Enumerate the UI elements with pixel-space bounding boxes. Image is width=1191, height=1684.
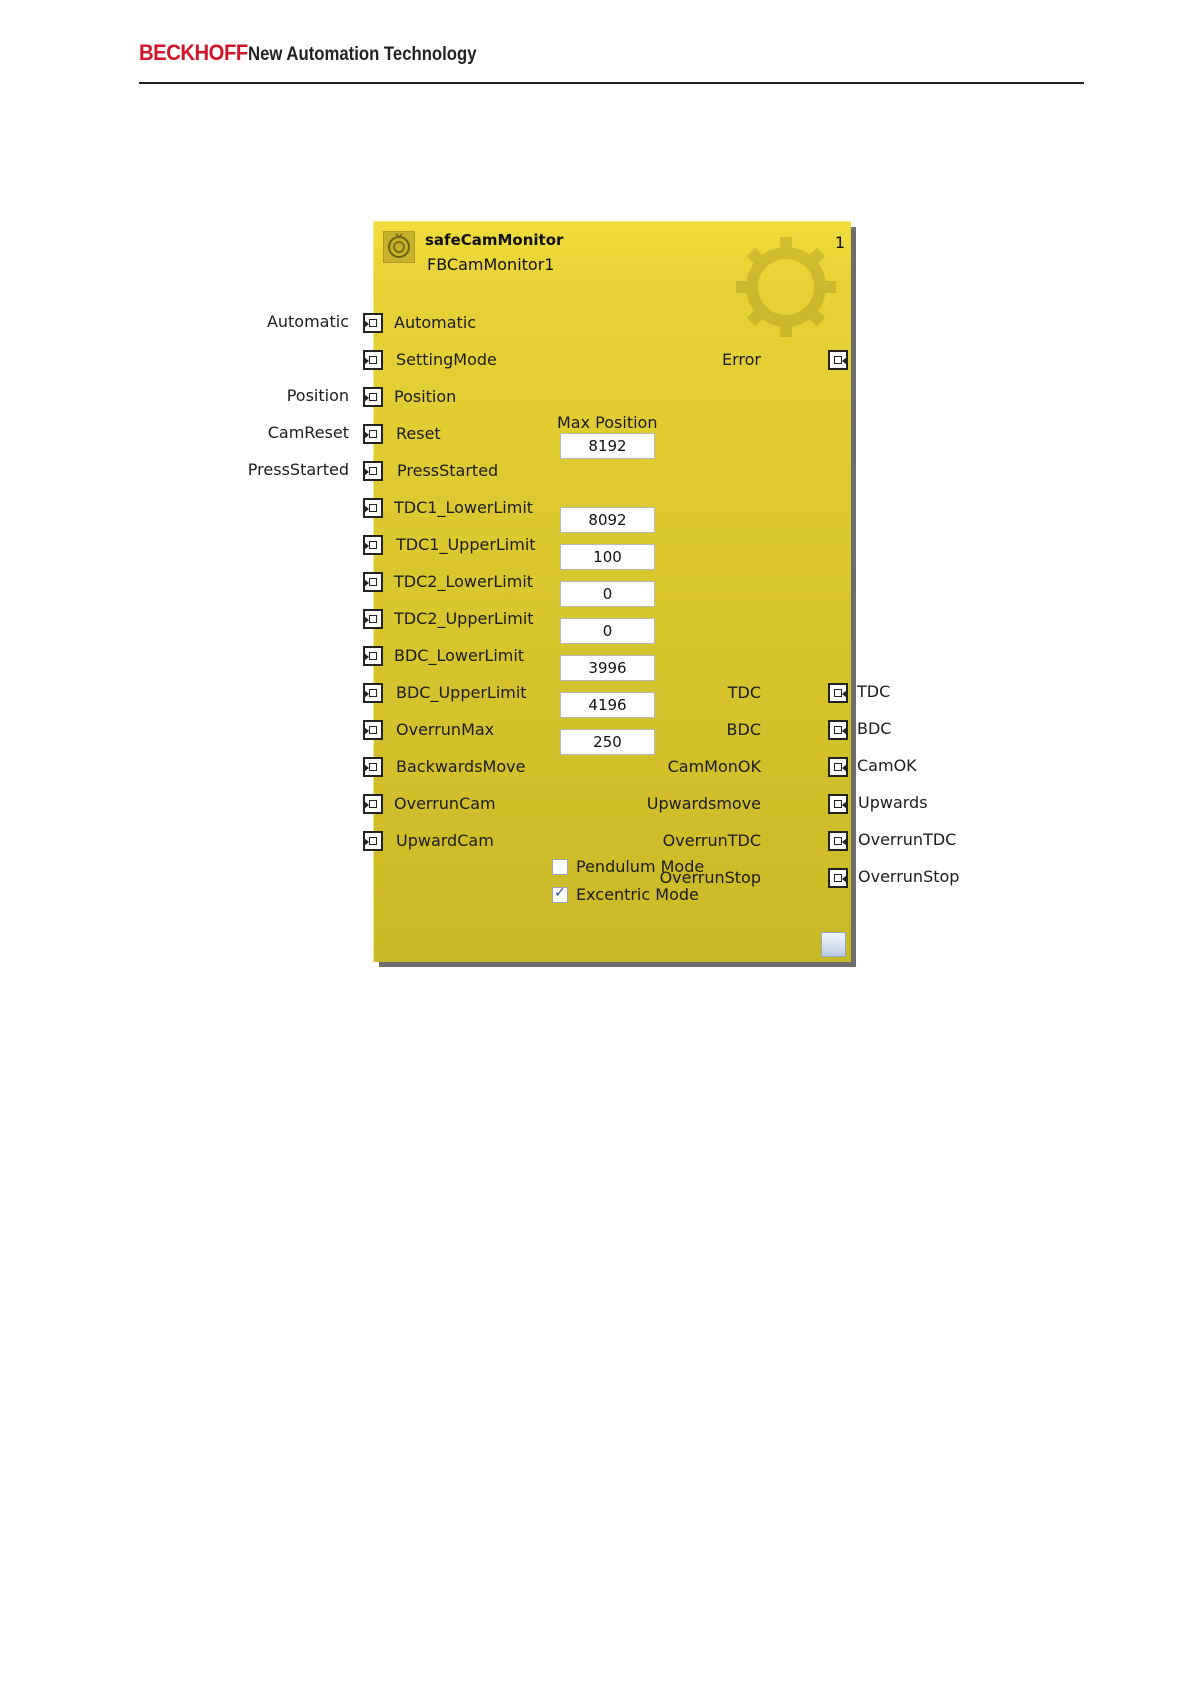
ext-output-bdc[interactable]: BDC [857,719,892,738]
pendulum-mode-checkbox[interactable] [552,859,568,875]
output-label-tdc: TDC [727,683,761,702]
output-port-upwardsmove[interactable] [828,794,848,814]
output-port-overrunstop[interactable] [828,868,848,888]
pendulum-mode-label: Pendulum Mode [576,857,705,876]
input-label-tdc2-upperlimit: TDC2_UpperLimit [394,609,534,628]
input-label-upwardcam: UpwardCam [396,831,494,850]
ext-input-position[interactable]: Position [286,386,349,405]
input-port-upwardcam[interactable] [363,831,383,851]
input-label-bdc-lowerlimit: BDC_LowerLimit [394,646,525,665]
input-port-tdc1-lowerlimit[interactable] [363,498,383,518]
input-label-overruncam: OverrunCam [394,794,496,813]
max-position-field[interactable]: 8192 [560,433,655,459]
input-label-overrunmax: OverrunMax [396,720,495,739]
input-port-tdc2-upperlimit[interactable] [363,609,383,629]
input-port-bdc-upperlimit[interactable] [363,683,383,703]
input-label-pressstarted: PressStarted [397,461,499,480]
ext-output-tdc[interactable]: TDC [857,682,891,701]
input-label-reset: Reset [396,424,441,443]
input-port-overruncam[interactable] [363,794,383,814]
output-label-upwardsmove: Upwardsmove [646,794,761,813]
output-port-overruntdc[interactable] [828,831,848,851]
excentric-mode-label: Excentric Mode [576,885,699,904]
input-label-settingmode: SettingMode [396,350,497,369]
input-port-tdc2-lowerlimit[interactable] [363,572,383,592]
input-port-tdc1-upperlimit[interactable] [363,535,383,555]
input-port-backwardsmove[interactable] [363,757,383,777]
page-header [139,38,1084,84]
block-type: safeCamMonitor [425,231,564,249]
function-block[interactable] [373,221,851,962]
output-port-cammonok[interactable] [828,757,848,777]
input-label-tdc1-lowerlimit: TDC1_LowerLimit [394,498,534,517]
input-label-position: Position [394,387,457,406]
input-label-tdc2-lowerlimit: TDC2_LowerLimit [394,572,534,591]
beckhoff-logo: BECKHOFF [139,40,248,65]
tdc2-upperlimit-field[interactable]: 0 [560,618,655,644]
input-port-pressstarted[interactable] [363,461,383,481]
input-port-position[interactable] [363,387,383,407]
input-label-backwardsmove: BackwardsMove [396,757,526,776]
ext-output-overruntdc[interactable]: OverrunTDC [858,830,957,849]
input-port-reset[interactable] [363,424,383,444]
max-position-label: Max Position [557,413,658,432]
block-instance-name[interactable]: FBCamMonitor1 [427,255,555,274]
tdc1-lowerlimit-field[interactable]: 8092 [560,507,655,533]
output-label-cammonok: CamMonOK [667,757,761,776]
safety-function-icon [383,231,415,263]
output-label-overruntdc: OverrunTDC [662,831,761,850]
bdc-upperlimit-field[interactable]: 4196 [560,692,655,718]
ext-output-overrunstop[interactable]: OverrunStop [858,867,960,886]
input-port-settingmode[interactable] [363,350,383,370]
bdc-lowerlimit-field[interactable]: 3996 [560,655,655,681]
block-number: 1 [834,233,845,252]
input-port-overrunmax[interactable] [363,720,383,740]
output-label-error: Error [722,350,761,369]
tdc2-lowerlimit-field[interactable]: 0 [560,581,655,607]
resize-handle[interactable] [821,932,846,957]
output-label-overrunstop: OverrunStop [659,868,761,887]
ext-output-upwards[interactable]: Upwards [858,793,928,812]
ext-input-automatic[interactable]: Automatic [266,312,349,331]
input-label-bdc-upperlimit: BDC_UpperLimit [396,683,527,702]
ext-input-reset[interactable]: CamReset [267,423,349,442]
output-port-bdc[interactable] [828,720,848,740]
input-port-automatic[interactable] [363,313,383,333]
excentric-mode-checkbox[interactable] [552,887,568,903]
output-port-error[interactable] [828,350,848,370]
output-port-tdc[interactable] [828,683,848,703]
ext-output-camok[interactable]: CamOK [857,756,917,775]
ext-input-pressstarted[interactable]: PressStarted [247,460,349,479]
input-label-automatic: Automatic [394,313,477,332]
output-label-bdc: BDC [726,720,761,739]
overrunmax-field[interactable]: 250 [560,729,655,755]
header-tagline: New Automation Technology [248,44,477,65]
input-label-tdc1-upperlimit: TDC1_UpperLimit [396,535,536,554]
input-port-bdc-lowerlimit[interactable] [363,646,383,666]
tdc1-upperlimit-field[interactable]: 100 [560,544,655,570]
gear-watermark-icon [731,232,841,342]
